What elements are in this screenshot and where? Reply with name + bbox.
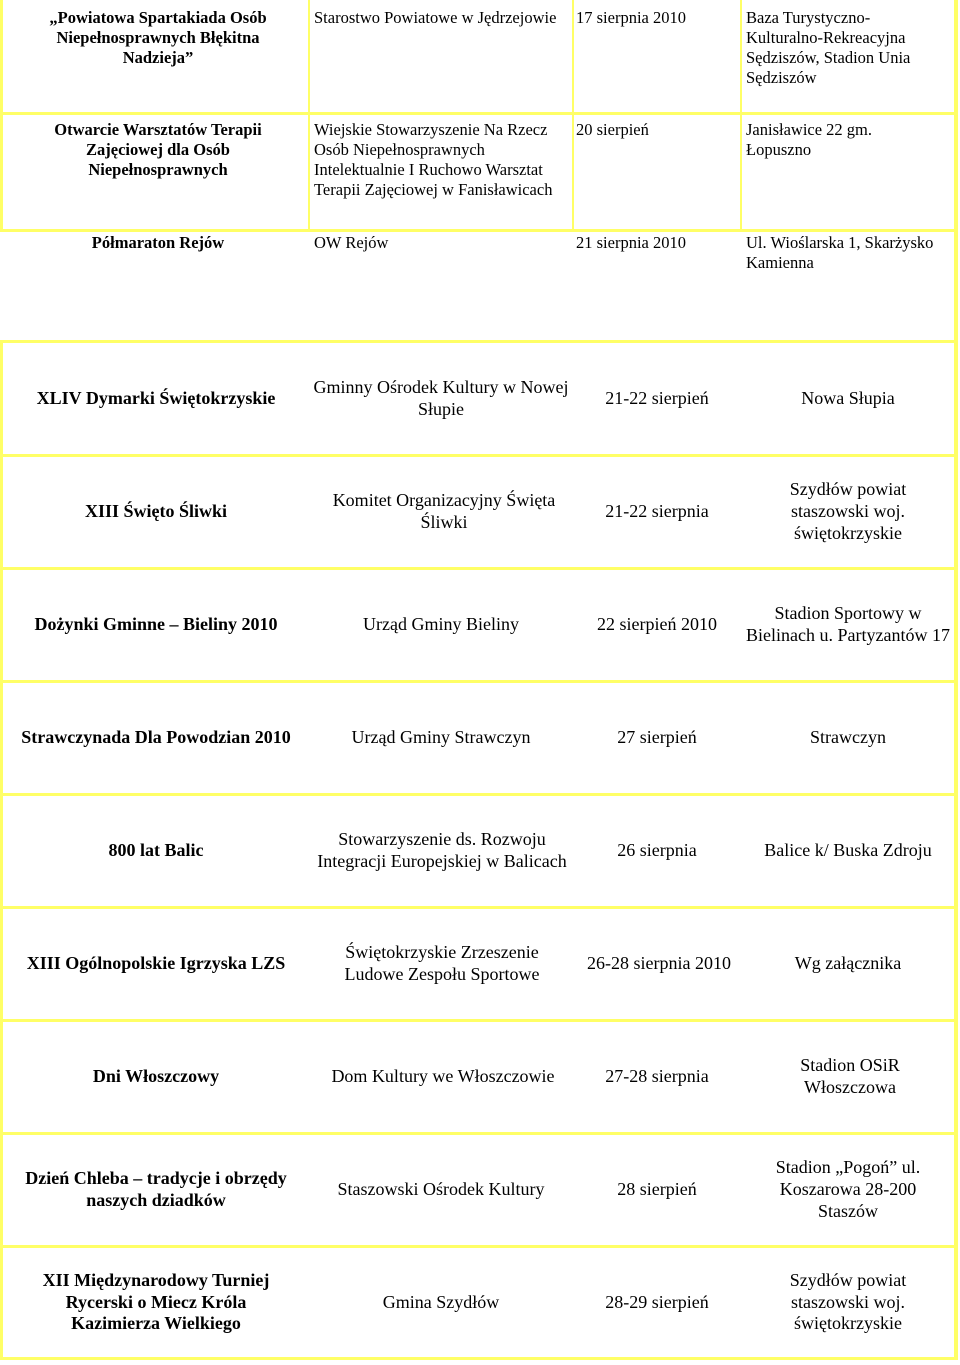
- event-place: Janisławice 22 gm. Łopuszno: [746, 120, 873, 160]
- event-date: 22 sierpień 2010: [597, 614, 717, 635]
- event-name: „Powiatowa Spartakiada Osób Niepełnosprawnych Błękitna Nadzieja”: [49, 8, 267, 68]
- event-organizer: OW Rejów: [314, 233, 389, 252]
- event-date: 21 sierpnia 2010: [576, 233, 686, 252]
- event-place: Nowa Słupia: [801, 387, 895, 408]
- event-name: Otwarcie Warsztatów Terapii Zajęciowej dla Osób Niepełnosprawnych: [54, 120, 262, 180]
- event-name: Dni Włoszczowy: [92, 1066, 220, 1087]
- grid-line-bottom: [0, 1357, 958, 1360]
- event-date: 21-22 sierpień: [605, 387, 709, 408]
- event-place: Szydłów powiat staszowski woj. świętokrzyskie: [789, 479, 907, 543]
- event-date: 27 sierpień: [617, 727, 697, 748]
- event-place: Stadion „Pogoń” ul. Koszarowa 28-200 Staszów: [775, 1157, 921, 1221]
- event-organizer: Świętokrzyskie Zrzeszenie Ludowe Zespołu Sportowe: [344, 942, 540, 984]
- grid-line-v1: [308, 0, 310, 232]
- event-place: Strawczyn: [810, 727, 886, 748]
- event-name: XLIV Dymarki Świętokrzyskie: [36, 387, 276, 408]
- grid-line-h2: [0, 229, 958, 232]
- event-date: 28 sierpień: [617, 1179, 697, 1200]
- event-organizer: Wiejskie Stowarzyszenie Na Rzecz Osób Niepełnosprawnych Intelektualnie I Ruchowo Warsztat Terapii Zajęciowej w Fanisławicach: [314, 120, 553, 200]
- event-organizer: Starostwo Powiatowe w Jędrzejowie: [314, 8, 557, 27]
- grid-line-left-lower: [0, 340, 3, 1360]
- event-name: Strawczynada Dla Powodzian 2010: [21, 727, 291, 748]
- event-name: 800 lat Balic: [108, 840, 204, 861]
- event-place: Stadion Sportowy w Bielinach u. Partyzantów 17: [746, 603, 950, 645]
- event-place: Balice k/ Buska Zdroju: [764, 840, 932, 861]
- event-name: XII Międzynarodowy Turniej Rycerski o Miecz Króla Kazimierza Wielkiego: [42, 1269, 270, 1334]
- event-organizer: Komitet Organizacyjny Święta Śliwki: [332, 490, 556, 532]
- event-date: 27-28 sierpnia: [605, 1066, 709, 1087]
- event-name: Dzień Chleba – tradycje i obrzędy naszych dziadków: [25, 1168, 287, 1210]
- event-date: 20 sierpień: [576, 120, 649, 139]
- event-name: XIII Ogólnopolskie Igrzyska LZS: [26, 953, 286, 974]
- event-organizer: Gminny Ośrodek Kultury w Nowej Słupie: [313, 376, 569, 419]
- event-date: 17 sierpnia 2010: [576, 8, 686, 27]
- event-date: 26-28 sierpnia 2010: [587, 953, 731, 974]
- grid-line-v3: [740, 0, 742, 232]
- event-organizer: Urząd Gminy Strawczyn: [351, 727, 531, 748]
- event-organizer: Urząd Gminy Bieliny: [363, 614, 519, 635]
- event-organizer: Stowarzyszenie ds. Rozwoju Integracji Europejskiej w Balicach: [317, 829, 567, 871]
- event-date: 26 sierpnia: [617, 840, 697, 861]
- event-place: Szydłów powiat staszowski woj. świętokrzyskie: [789, 1269, 907, 1334]
- event-place: Stadion OSiR Włoszczowa: [800, 1055, 900, 1097]
- event-place: Baza Turystyczno-Kulturalno-Rekreacyjna Sędziszów, Stadion Unia Sędziszów: [746, 8, 911, 88]
- event-organizer: Staszowski Ośrodek Kultury: [337, 1179, 545, 1200]
- event-date: 21-22 sierpnia: [605, 501, 709, 522]
- event-organizer: Dom Kultury we Włoszczowie: [331, 1066, 555, 1087]
- event-place: Wg załącznika: [794, 953, 902, 974]
- event-name: XIII Święto Śliwki: [84, 501, 228, 522]
- grid-line-left: [0, 0, 3, 232]
- event-date: 28-29 sierpień: [605, 1291, 709, 1312]
- grid-line-h1: [0, 112, 958, 115]
- event-place: Ul. Wioślarska 1, Skarżysko Kamienna: [746, 233, 934, 273]
- event-name: Dożynki Gminne – Bieliny 2010: [34, 614, 278, 635]
- event-name: Półmaraton Rejów: [91, 233, 225, 252]
- event-organizer: Gmina Szydłów: [382, 1291, 500, 1312]
